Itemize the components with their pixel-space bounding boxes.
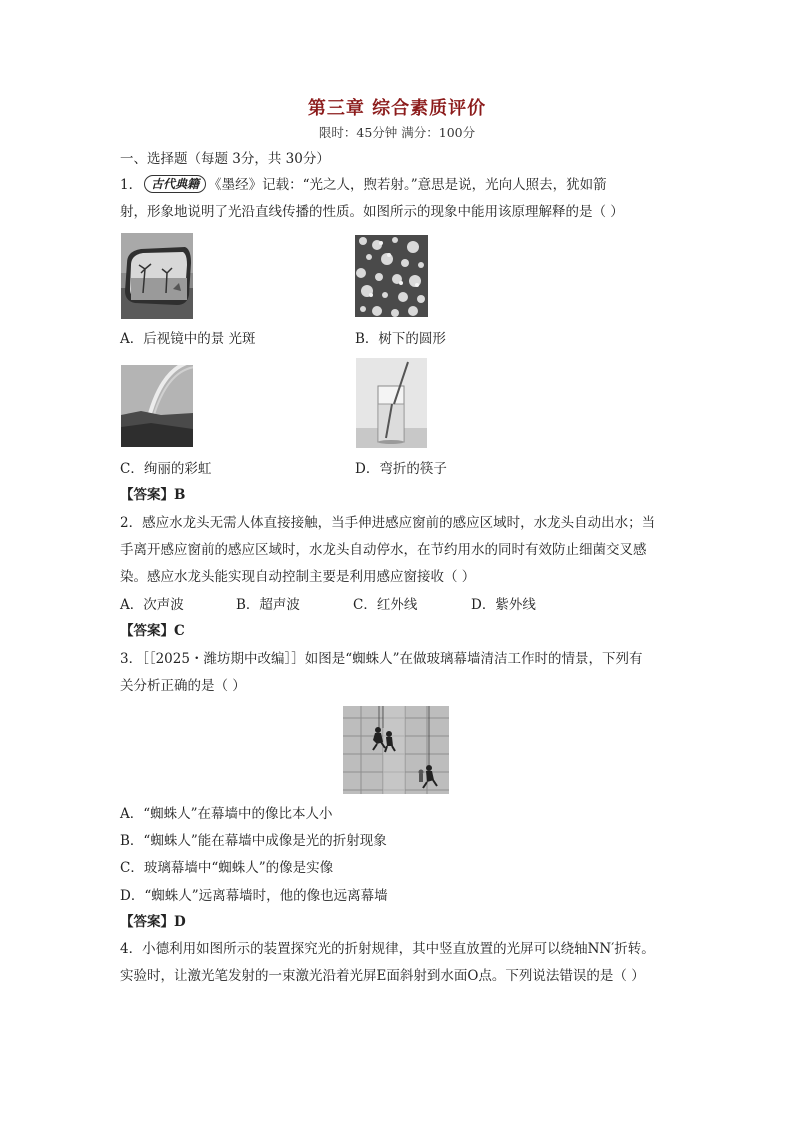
question-1-option-b: B．树下的圆形: [355, 331, 446, 347]
question-1-line-1: [120, 175, 607, 195]
question-1-text: 《墨经》记载：“光之人，煦若射。”意思是说，光向人照去，犹如箭: [208, 177, 607, 193]
question-3-option-a: A．“蜘蛛人”在幕墙中的像比本人小: [120, 806, 333, 822]
question-2-option-b: B．超声波: [236, 597, 300, 613]
question-2-answer: 【答案】C: [120, 623, 185, 639]
question-3-option-b: B．“蜘蛛人”能在幕墙中成像是光的折射现象: [120, 833, 387, 849]
question-4-line-2: 实验时，让激光笔发射的一束激光沿着光屏E面斜射到水面O点。下列说法错误的是（ ）: [120, 968, 645, 984]
light-spots-image: [355, 235, 428, 317]
question-3-option-d: D．“蜘蛛人”远离幕墙时，他的像也远离幕墙: [120, 888, 388, 904]
rainbow-image: [121, 365, 193, 447]
question-2-option-c: C．红外线: [353, 597, 418, 613]
question-1-number: 1．: [120, 177, 143, 193]
rearview-mirror-image: [121, 233, 193, 319]
question-1-option-c: C．绚丽的彩虹: [120, 461, 212, 477]
question-2-line-3: 染。感应水龙头能实现自动控制主要是利用感应窗接收（ ）: [120, 569, 476, 585]
question-2-line-1: 2．感应水龙头无需人体直接接触，当手伸进感应窗前的感应区域时，水龙头自动出水；当: [120, 515, 656, 531]
page-subtitle: 限时：45分钟 满分：100分: [318, 125, 476, 140]
ancient-classics-badge: 古代典籍: [144, 175, 206, 193]
question-1-option-d: D．弯折的筷子: [355, 461, 447, 477]
question-3-line-1: 3．［［2025・潍坊期中改编］］如图是“蜘蛛人”在做玻璃幕墙清洁工作时的情景，下列有: [120, 651, 643, 667]
question-2-option-d: D．紫外线: [471, 597, 536, 613]
bent-chopstick-image: [356, 358, 427, 448]
question-1-answer: 【答案】B: [120, 487, 186, 503]
page-title: 第三章 综合素质评价: [307, 98, 487, 119]
question-1-line-2: 射，形象地说明了光沿直线传播的性质。如图所示的现象中能用该原理解释的是（ ）: [120, 204, 624, 220]
window-cleaners-image: [343, 706, 449, 794]
question-1-option-a: A．后视镜中的景 光斑: [120, 331, 256, 347]
question-3-answer: 【答案】D: [120, 914, 186, 930]
question-2-line-2: 手离开感应窗前的感应区域时，水龙头自动停水，在节约用水的同时有效防止细菌交叉感: [120, 542, 647, 558]
question-3-option-c: C．玻璃幕墙中“蜘蛛人”的像是实像: [120, 860, 334, 876]
question-2-option-a: A．次声波: [120, 597, 184, 613]
section-heading: 一、选择题（每题 3分，共 30分）: [120, 151, 330, 167]
question-3-line-2: 关分析正确的是（ ）: [120, 678, 246, 694]
question-4-line-1: 4．小德利用如图所示的装置探究光的折射规律，其中竖直放置的光屏可以绕轴NN′折转。: [120, 941, 655, 957]
